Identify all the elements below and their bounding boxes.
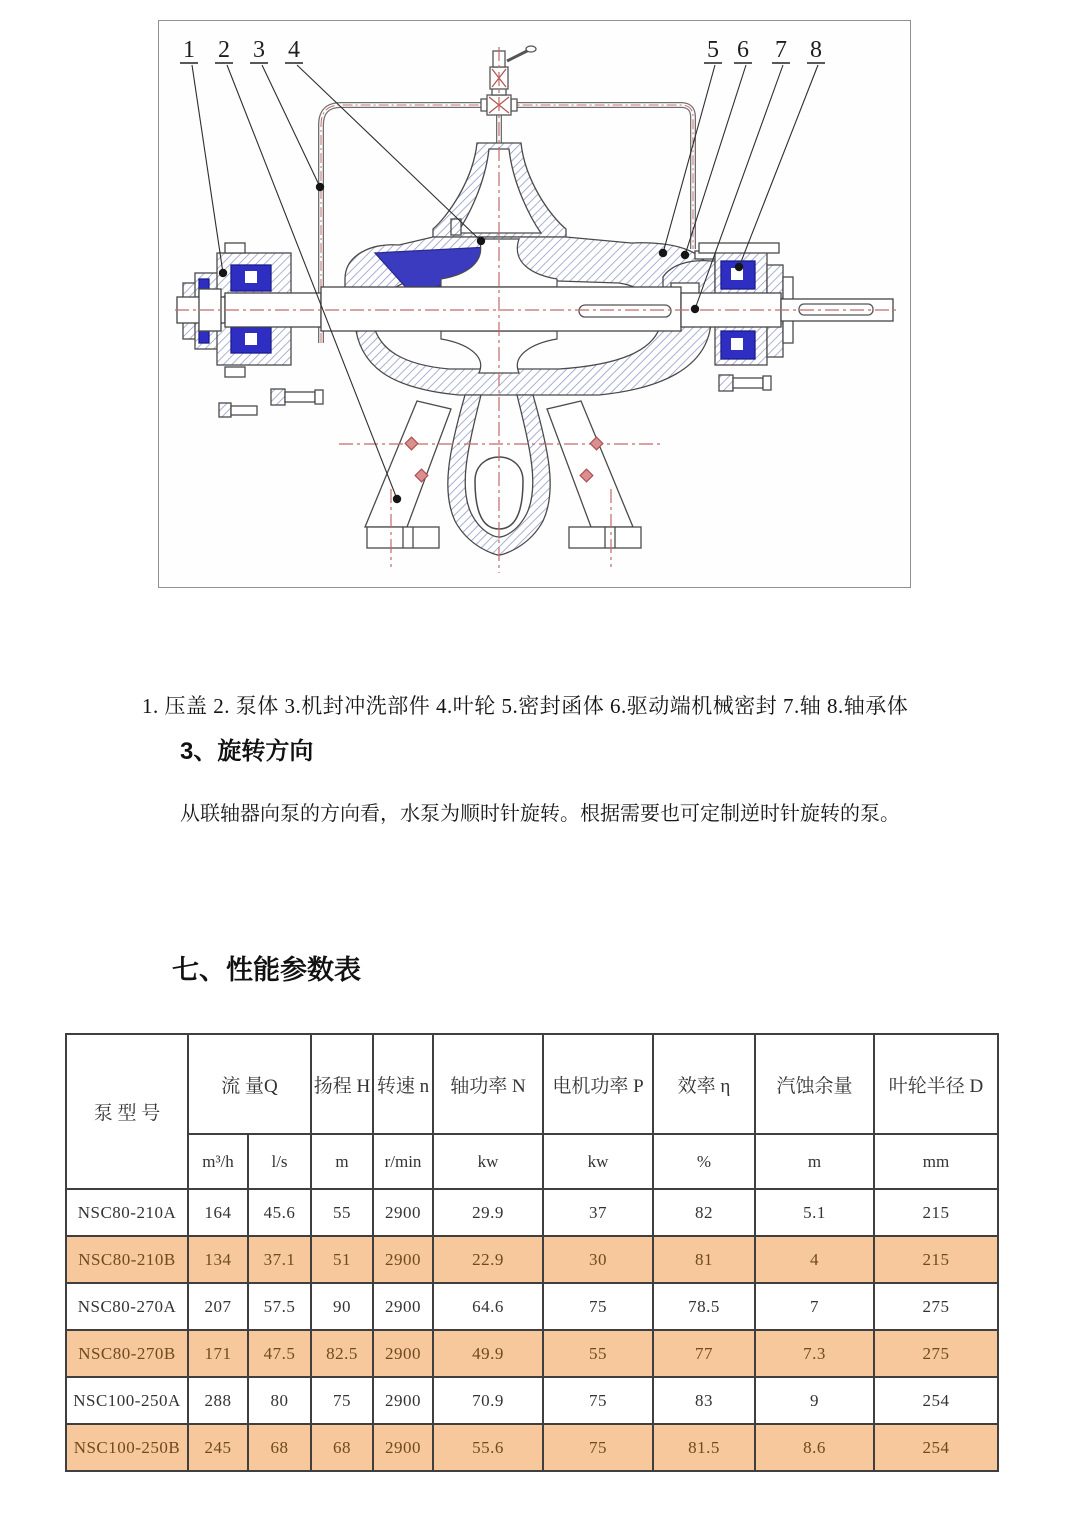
value-cell: 2900 xyxy=(373,1236,433,1283)
callout-5: 5 xyxy=(707,37,719,63)
value-cell: 254 xyxy=(874,1377,998,1424)
value-cell: 68 xyxy=(311,1424,373,1471)
unit-flow-ls: l/s xyxy=(248,1134,311,1189)
value-cell: 22.9 xyxy=(433,1236,543,1283)
rotation-body: 从联轴器向泵的方向看，水泵为顺时针旋转。根据需要也可定制逆时针旋转的泵。 xyxy=(180,803,900,825)
unit-shaft-power: kw xyxy=(433,1134,543,1189)
col-header-model: 泵 型 号 xyxy=(66,1034,188,1189)
col-header-npsh: 汽蚀余量 xyxy=(755,1034,874,1134)
value-cell: 7 xyxy=(755,1283,874,1330)
value-cell: 49.9 xyxy=(433,1330,543,1377)
col-header-impeller-radius: 叶轮半径 D xyxy=(874,1034,998,1134)
parts-caption: 1. 压盖 2. 泵体 3.机封冲洗部件 4.叶轮 5.密封函体 6.驱动端机械密封 7.轴 8.轴承体 xyxy=(142,694,909,718)
performance-table xyxy=(65,1033,999,1472)
value-cell: 78.5 xyxy=(653,1283,755,1330)
unit-npsh: m xyxy=(755,1134,874,1189)
value-cell: 2900 xyxy=(373,1377,433,1424)
value-cell: 8.6 xyxy=(755,1424,874,1471)
callout-3: 3 xyxy=(253,37,265,63)
value-cell: 75 xyxy=(311,1377,373,1424)
value-cell: 2900 xyxy=(373,1189,433,1236)
value-cell: 68 xyxy=(248,1424,311,1471)
value-cell: 275 xyxy=(874,1330,998,1377)
value-cell: 55 xyxy=(311,1189,373,1236)
value-cell: 2900 xyxy=(373,1424,433,1471)
value-cell: 75 xyxy=(543,1424,653,1471)
value-cell: 47.5 xyxy=(248,1330,311,1377)
value-cell: 288 xyxy=(188,1377,248,1424)
value-cell: 77 xyxy=(653,1330,755,1377)
value-cell: 57.5 xyxy=(248,1283,311,1330)
unit-speed: r/min xyxy=(373,1134,433,1189)
unit-impeller-radius: mm xyxy=(874,1134,998,1189)
table-row xyxy=(66,1283,998,1330)
model-cell: NSC80-270B xyxy=(66,1330,188,1377)
rotation-heading: 3、旋转方向 xyxy=(180,738,314,765)
value-cell: 51 xyxy=(311,1236,373,1283)
col-header-motor-power: 电机功率 P xyxy=(543,1034,653,1134)
value-cell: 81 xyxy=(653,1236,755,1283)
col-header-flow: 流 量Q xyxy=(188,1034,311,1134)
table-row xyxy=(66,1330,998,1377)
table-row xyxy=(66,1377,998,1424)
table-row xyxy=(66,1424,998,1471)
value-cell: 90 xyxy=(311,1283,373,1330)
value-cell: 82 xyxy=(653,1189,755,1236)
unit-efficiency: % xyxy=(653,1134,755,1189)
value-cell: 64.6 xyxy=(433,1283,543,1330)
callout-4: 4 xyxy=(288,37,300,63)
value-cell: 55.6 xyxy=(433,1424,543,1471)
table-row xyxy=(66,1189,998,1236)
value-cell: 134 xyxy=(188,1236,248,1283)
value-cell: 4 xyxy=(755,1236,874,1283)
callout-6: 6 xyxy=(737,37,749,63)
value-cell: 70.9 xyxy=(433,1377,543,1424)
col-header-head: 扬程 H xyxy=(311,1034,373,1134)
value-cell: 75 xyxy=(543,1283,653,1330)
value-cell: 83 xyxy=(653,1377,755,1424)
value-cell: 45.6 xyxy=(248,1189,311,1236)
value-cell: 80 xyxy=(248,1377,311,1424)
value-cell: 215 xyxy=(874,1189,998,1236)
callout-7: 7 xyxy=(775,37,787,63)
value-cell: 30 xyxy=(543,1236,653,1283)
value-cell: 81.5 xyxy=(653,1424,755,1471)
performance-heading: 七、性能参数表 xyxy=(172,955,361,985)
col-header-efficiency: 效率 η xyxy=(653,1034,755,1134)
value-cell: 7.3 xyxy=(755,1330,874,1377)
value-cell: 275 xyxy=(874,1283,998,1330)
value-cell: 254 xyxy=(874,1424,998,1471)
model-cell: NSC100-250B xyxy=(66,1424,188,1471)
pump-drawing xyxy=(159,21,910,587)
model-cell: NSC80-210B xyxy=(66,1236,188,1283)
col-header-shaft-power: 轴功率 N xyxy=(433,1034,543,1134)
value-cell: 29.9 xyxy=(433,1189,543,1236)
value-cell: 55 xyxy=(543,1330,653,1377)
value-cell: 37.1 xyxy=(248,1236,311,1283)
value-cell: 245 xyxy=(188,1424,248,1471)
model-cell: NSC100-250A xyxy=(66,1377,188,1424)
col-header-speed: 转速 n xyxy=(373,1034,433,1134)
value-cell: 82.5 xyxy=(311,1330,373,1377)
value-cell: 75 xyxy=(543,1377,653,1424)
value-cell: 171 xyxy=(188,1330,248,1377)
value-cell: 2900 xyxy=(373,1283,433,1330)
pump-cross-section-figure xyxy=(158,20,911,588)
performance-table-body xyxy=(66,1189,998,1471)
unit-motor-power: kw xyxy=(543,1134,653,1189)
callout-8: 8 xyxy=(810,37,822,63)
callout-1: 1 xyxy=(183,37,195,63)
value-cell: 37 xyxy=(543,1189,653,1236)
model-cell: NSC80-270A xyxy=(66,1283,188,1330)
callout-2: 2 xyxy=(218,37,230,63)
value-cell: 5.1 xyxy=(755,1189,874,1236)
value-cell: 2900 xyxy=(373,1330,433,1377)
value-cell: 215 xyxy=(874,1236,998,1283)
unit-head: m xyxy=(311,1134,373,1189)
table-row xyxy=(66,1236,998,1283)
unit-flow-m3h: m³/h xyxy=(188,1134,248,1189)
model-cell: NSC80-210A xyxy=(66,1189,188,1236)
value-cell: 164 xyxy=(188,1189,248,1236)
value-cell: 207 xyxy=(188,1283,248,1330)
value-cell: 9 xyxy=(755,1377,874,1424)
